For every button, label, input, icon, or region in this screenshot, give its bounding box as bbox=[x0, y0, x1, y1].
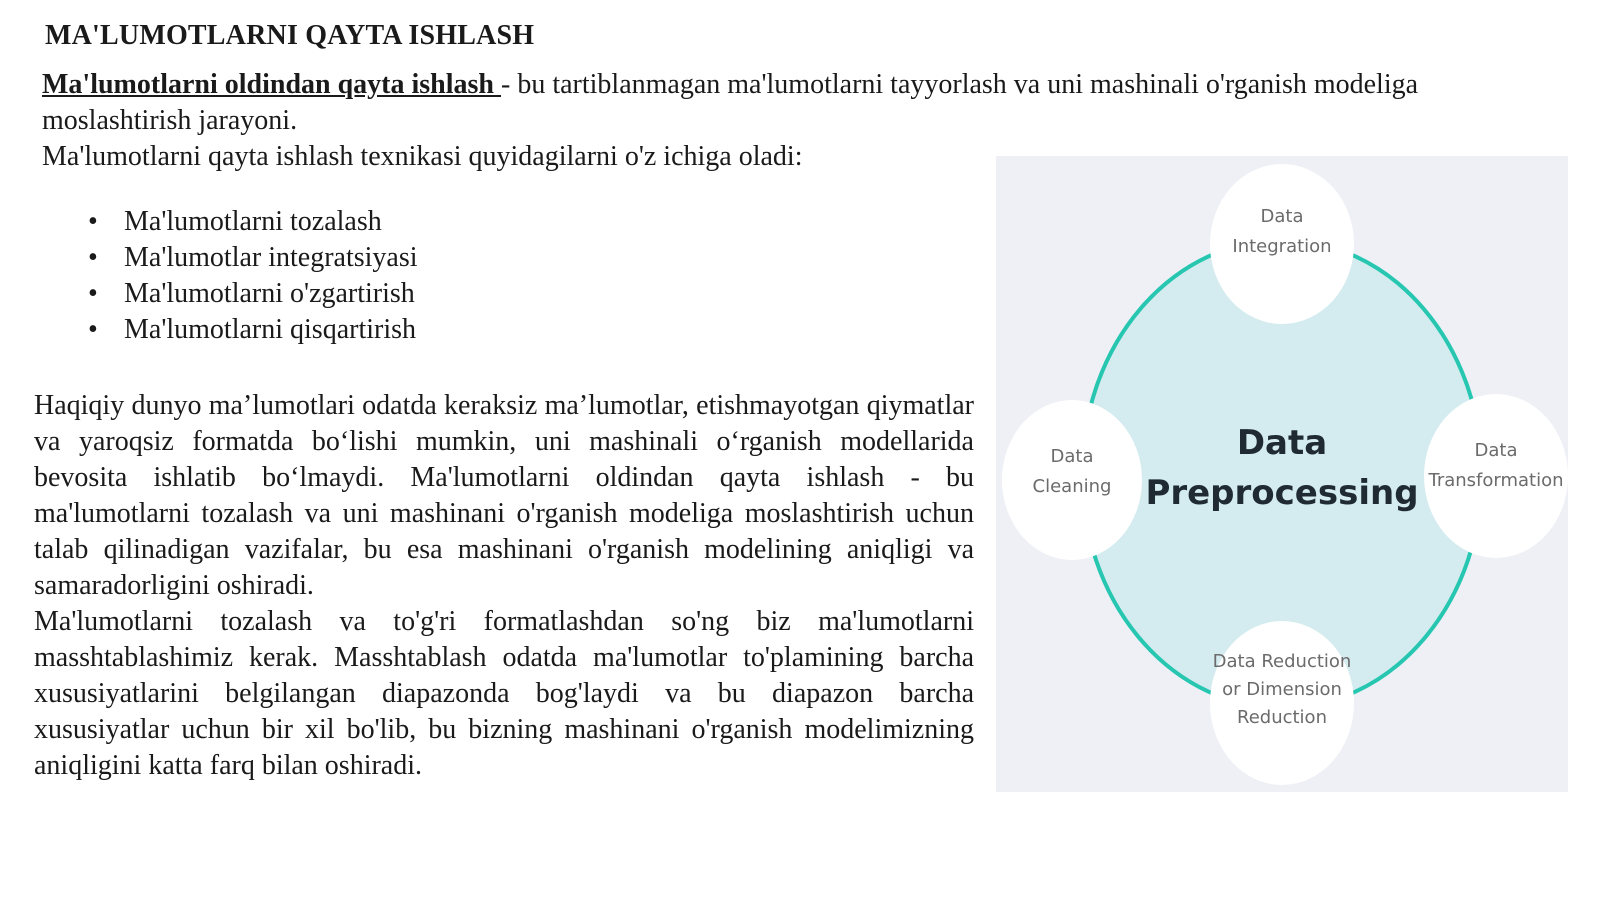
node-label-line: or Dimension bbox=[1222, 679, 1342, 700]
bullet-icon: • bbox=[88, 314, 98, 345]
node-label-line: Data Reduction bbox=[1212, 651, 1352, 672]
node-data-cleaning bbox=[1002, 442, 1142, 502]
node-data-integration bbox=[1202, 202, 1362, 262]
bullet-icon: • bbox=[88, 278, 98, 309]
node-data-transformation bbox=[1416, 436, 1576, 496]
list-item bbox=[88, 312, 418, 348]
paragraph-real-world-data: Haqiqiy dunyo ma’lumotlari odatda keraksiz ma’lumotlar, etishmayotgan qiymatlar va yaroqsiz formatda bo‘lishi mumkin, uni mashinali o‘rganish modellarida bevosita ishlatib bo‘lmaydi. Ma'lumotlarni oldindan qayta ishlash - bu ma'lumotlarni tozalash va uni mashinani o'rganish modeliga moslashtirish uchun talab qilinadigan vazifalar, bu esa mashinani o'rganish modelining aniqligi va samaradorligini oshiradi. bbox=[34, 390, 974, 601]
node-label-line: Cleaning bbox=[1032, 476, 1112, 497]
node-label-line: Integration bbox=[1232, 236, 1332, 257]
definition-text: - bu tartiblanmagan ma'lumotlarni tayyorlash va uni mashinali o'rganish modeliga moslashtirish jarayoni. bbox=[42, 69, 1419, 136]
diagram-center-title bbox=[1132, 418, 1432, 518]
node-label-line: Data bbox=[1050, 446, 1094, 467]
page-title: MA'LUMOTLARNI QAYTA ISHLASH bbox=[45, 20, 535, 51]
definition-term: Ma'lumotlarni oldindan qayta ishlash bbox=[42, 69, 502, 100]
list-item bbox=[88, 276, 418, 312]
list-item bbox=[88, 204, 418, 240]
list-item bbox=[88, 240, 418, 276]
list-item-label: Ma'lumotlarni qisqartirish bbox=[124, 314, 417, 345]
bullet-icon: • bbox=[88, 206, 98, 237]
data-preprocessing-diagram bbox=[996, 156, 1568, 792]
node-data-reduction bbox=[1192, 648, 1372, 732]
node-label-line: Data bbox=[1474, 440, 1518, 461]
body-text bbox=[34, 388, 974, 784]
techniques-lead: Ma'lumotlarni qayta ishlash texnikasi quyidagilarni o'z ichiga oladi: bbox=[42, 141, 803, 172]
node-label-line: Data bbox=[1260, 206, 1304, 227]
list-item-label: Ma'lumotlar integratsiyasi bbox=[124, 242, 418, 273]
node-label-line: Reduction bbox=[1237, 707, 1327, 728]
paragraph-scaling: Ma'lumotlarni tozalash va to'g'ri formatlashdan so'ng biz ma'lumotlarni masshtablashimiz kerak. Masshtablash odatda ma'lumotlar to'plamining barcha xususiyatlarini belgilangan diapazonda bog'laydi va bu diapazon barcha xususiyatlar uchun bir xil bo'lib, bu bizning mashinani o'rganish modelimizning aniqligini katta farq bilan oshiradi. bbox=[34, 606, 974, 781]
center-title-line: Data bbox=[1236, 423, 1328, 463]
list-item-label: Ma'lumotlarni tozalash bbox=[124, 206, 382, 237]
node-label-line: Transformation bbox=[1428, 470, 1564, 491]
list-item-label: Ma'lumotlarni o'zgartirish bbox=[124, 278, 415, 309]
bullet-icon: • bbox=[88, 242, 98, 273]
center-title-line: Preprocessing bbox=[1145, 473, 1419, 513]
techniques-list bbox=[88, 204, 418, 348]
